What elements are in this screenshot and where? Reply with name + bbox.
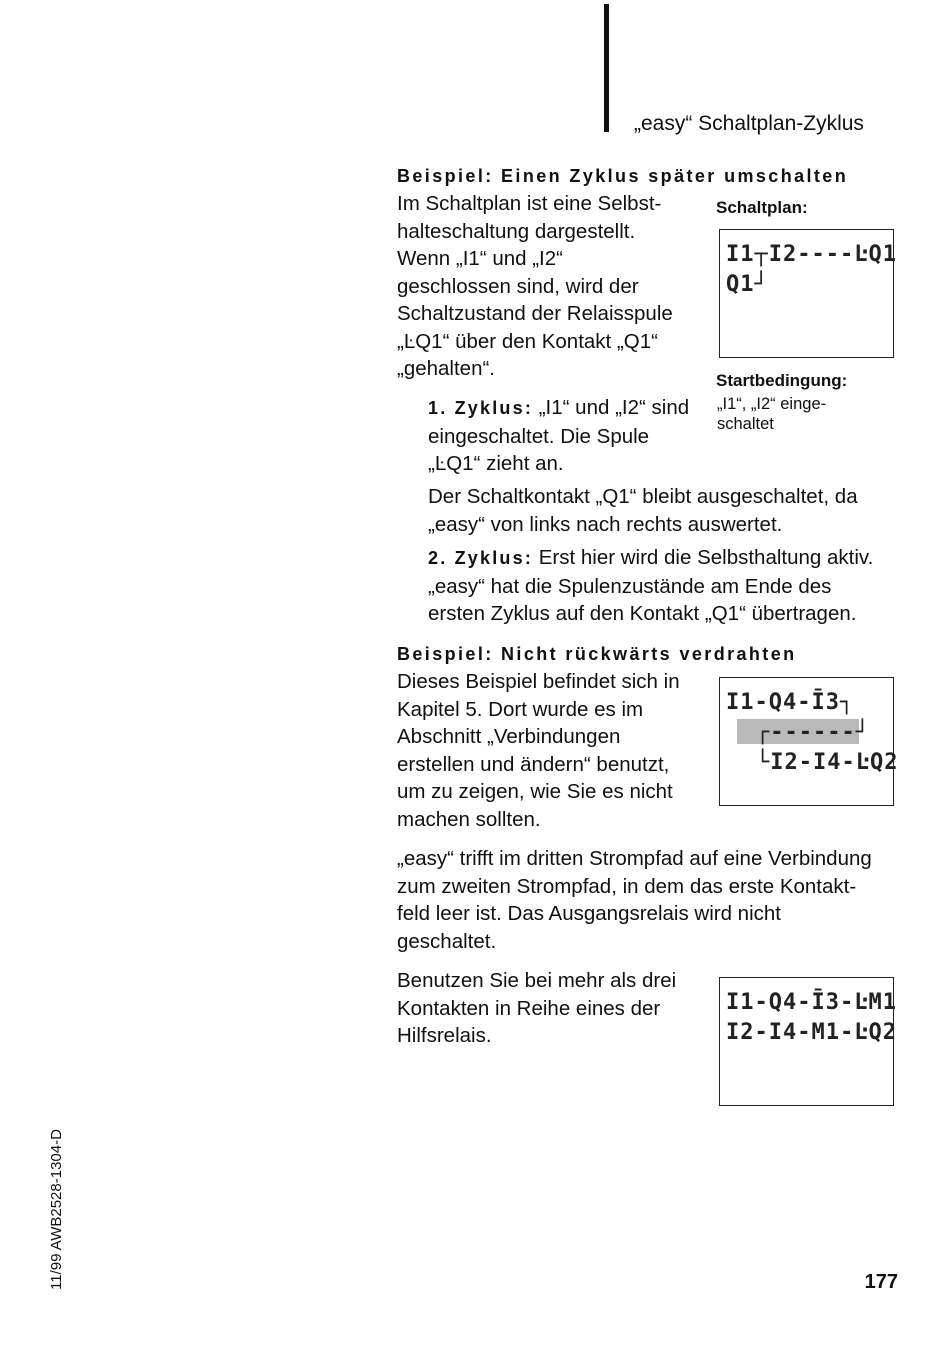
text-line: Schaltzustand der Relaisspule <box>397 302 673 325</box>
text-line: geschlossen sind, wird der <box>397 274 639 298</box>
text-line: „easy“ trifft im dritten Strompfad auf eine Verbindung <box>397 847 872 870</box>
lcd-line: └I2-I4-ĿQ2 <box>756 750 899 775</box>
schaltplan-caption: Schaltplan: <box>716 198 808 217</box>
text-line: ersten Zyklus auf den Kontakt „Q1“ übertragen. <box>428 602 857 625</box>
text-line: Im Schaltplan ist eine Selbst- <box>397 192 662 215</box>
text-line: Benutzen Sie bei mehr als drei <box>397 969 677 992</box>
start-condition-caption: Startbedingung: <box>716 371 848 390</box>
text-line: „easy“ von links nach rechts auswertet. <box>428 512 783 536</box>
cycle2-label: 2. Zyklus: <box>428 548 534 568</box>
margin-rule <box>604 4 609 132</box>
running-header: „easy“ Schaltplan-Zyklus <box>634 112 864 135</box>
lcd-display-auxrelay <box>719 977 897 1106</box>
section-heading-backward: Beispiel: Nicht rückwärts verdrahten <box>397 644 797 664</box>
text-line: machen sollten. <box>397 807 541 831</box>
text-line: Kapitel 5. Dort wurde es im <box>397 697 644 721</box>
section1-intro <box>397 190 697 383</box>
text-line: „I1“ und „I2“ sind <box>533 396 690 419</box>
text-line: schaltet <box>717 415 774 433</box>
text-line: um zu zeigen, wie Sie es nicht <box>397 780 673 803</box>
text-line: geschaltet. <box>397 929 497 953</box>
cycle1-text <box>428 394 708 478</box>
page-number: 177 <box>864 1271 898 1293</box>
text-line: Abschnitt „Verbindungen <box>397 725 621 748</box>
text-line: feld leer ist. Das Ausgangsrelais wird nicht <box>397 902 781 925</box>
text-line: erstellen und ändern“ benutzt, <box>397 752 670 776</box>
lcd-display-selfhold <box>719 229 897 358</box>
text-line: „I1“, „I2“ einge- <box>717 395 827 413</box>
section2-paragraph <box>397 845 907 955</box>
section2-paragraph-2 <box>397 967 707 1050</box>
text-line: halteschaltung dargestellt. <box>397 219 636 243</box>
text-line: eingeschaltet. Die Spule <box>428 424 650 448</box>
lcd-line: I2-I4-M1-ĿQ2 <box>726 1020 897 1045</box>
text-line: „gehalten“. <box>397 357 496 380</box>
lcd-line: I1-Q4-Ī3┐ <box>726 690 855 715</box>
lcd-display-backward <box>719 677 899 806</box>
text-line: Der Schaltkontakt „Q1“ bleibt ausgeschaltet, da <box>428 485 858 508</box>
section-heading-cycle: Beispiel: Einen Zyklus später umschalten <box>397 166 849 186</box>
text-line: zum zweiten Strompfad, in dem das erste Kontakt- <box>397 874 857 898</box>
document-id: 11/99 AWB2528-1304-D <box>48 1129 65 1290</box>
text-line: Wenn „I1“ und „I2“ <box>397 247 563 270</box>
lcd-line: I1┬I2----ĿQ1 <box>726 242 897 267</box>
cycle1-note <box>428 483 908 538</box>
lcd-line: I1-Q4-Ī3-ĿM1 <box>726 990 897 1015</box>
text-line: Erst hier wird die Selbsthaltung aktiv. <box>533 546 874 569</box>
text-line: „easy“ hat die Spulenzustände am Ende des <box>428 574 832 598</box>
lcd-line: ┌------┘ <box>756 720 870 745</box>
text-line: Dieses Beispiel befindet sich in <box>397 670 680 693</box>
text-line: Hilfsrelais. <box>397 1024 492 1047</box>
cycle1-label: 1. Zyklus: <box>428 398 534 418</box>
cycle2-text <box>428 544 908 628</box>
text-line: Kontakten in Reihe eines der <box>397 996 661 1020</box>
text-line: „ĿQ1“ zieht an. <box>428 452 564 475</box>
section2-intro <box>397 668 707 833</box>
text-line: „ĿQ1“ über den Kontakt „Q1“ <box>397 329 658 353</box>
lcd-line: Q1┘ <box>726 272 769 297</box>
start-condition-text <box>717 394 826 434</box>
